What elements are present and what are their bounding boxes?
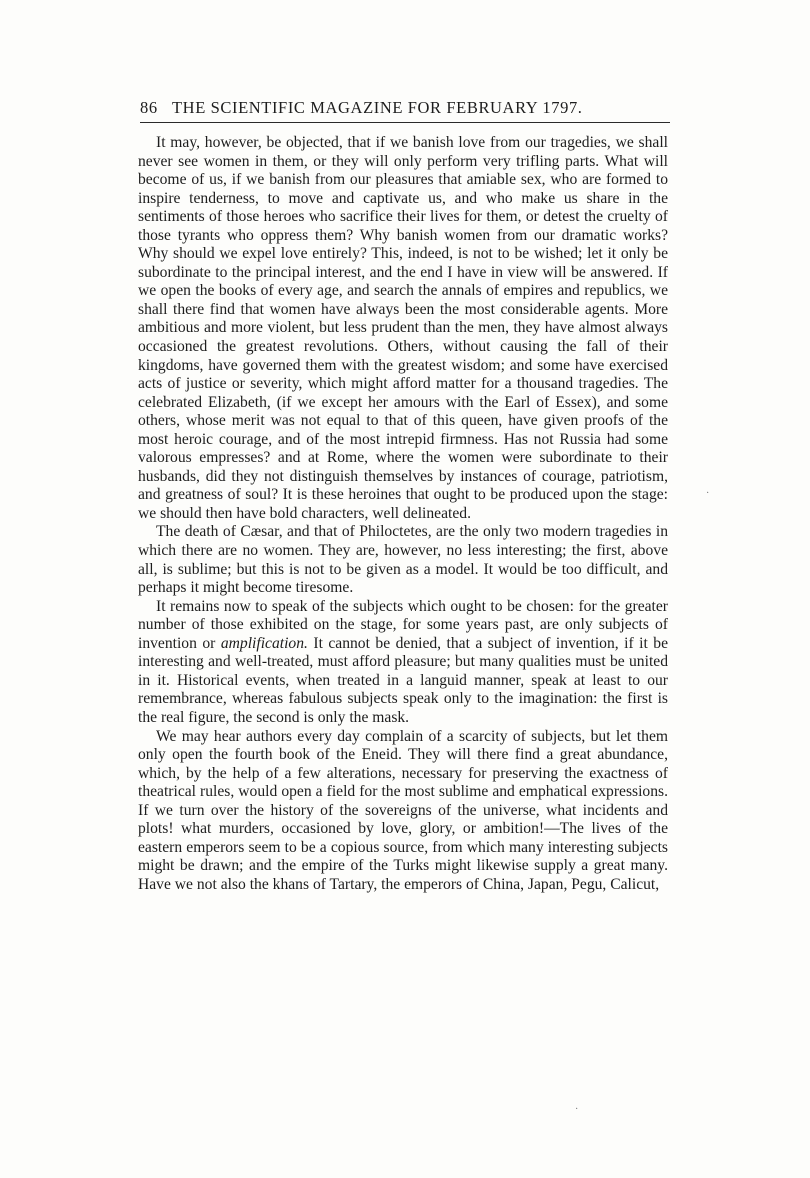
paragraph-love-in-tragedy: It may, however, be objected, that if we banish love from our tragedies, we shall never see women in them, or they will only perform very trifling parts. What will become of us, if we banish from our pleasures that amiable sex, who are formed to inspire tenderness, to move and captivate us, and who make us share in the sentiments of those heroes who sacrifice their lives for them, or detest the cruelty of those tyrants who oppress them? Why banish women from our dramatic works? Why should we expel love entirely? This, indeed, is not to be wished; let it only be subordinate to the principal interest, and the end I have in view will be answered. If we open the books of every age, and search the annals of empires and republics, we shall there find that women have always been the most considerable agents. More ambitious and more violent, but less prudent than the men, they have almost always occasioned the greatest revolutions. Others, without causing the fall of their kingdoms, have governed them with the greatest wisdom; and some have exercised acts of justice or severity, which might afford matter for a thousand tragedies. The celebrated Elizabeth, (if we except her amours with the Earl of Essex), and some others, whose merit was not equal to that of this queen, have given proofs of the most heroic courage, and of the most intrepid firmness. Has not Russia had some valorous empresses? and at Rome, where the women were subordinate to their husbands, did they not distinguish themselves by instances of courage, patriotism, and greatness of soul? It is these heroines that ought to be produced upon the stage: we should then have bold characters, well delineated. bbox=[138, 134, 668, 522]
article-body bbox=[138, 134, 668, 894]
print-speck: · bbox=[575, 1104, 579, 1115]
running-title: THE SCIENTIFIC MAGAZINE FOR FEBRUARY 1797. bbox=[172, 98, 583, 117]
paragraph-scarcity-of-subjects: We may hear authors every day complain of a scarcity of subjects, but let them only open the fourth book of the Eneid. They will there find a great abundance, which, by the help of a few alterations, necessary for preserving the exactness of theatrical rules, would open a field for the most sublime and emphatical expressions. If we turn over the history of the sovereigns of the universe, what incidents and plots! what murders, occasioned by love, glory, or ambition!—The lives of the eastern emperors seem to be a copious source, from which many interesting subjects might be drawn; and the empire of the Turks might likewise supply a great many. Have we not also the khans of Tartary, the emperors of China, Japan, Pegu, Calicut, bbox=[138, 727, 668, 893]
paragraph-caesar-philoctetes: The death of Cæsar, and that of Philoctetes, are the only two modern tragedies in which there are no women. They are, however, no less interesting; the first, above all, is sublime; but this is not to be given as a model. It would be too difficult, and perhaps it might become tiresome. bbox=[138, 523, 668, 597]
print-speck: · bbox=[706, 488, 710, 499]
paragraph-text: It cannot be denied, that a subject of invention, if it be interesting and well-treated, must afford pleasure; but many qualities must be united in it. Historical events, when treated in a languid manner, speak at least to our remembrance, whereas fabulous subjects speak only to the imagination: the first is the real figure, the second is only the mask. bbox=[138, 634, 668, 726]
header-rule bbox=[140, 122, 670, 123]
paragraph-choice-of-subjects bbox=[138, 598, 668, 728]
page-number: 86 bbox=[140, 98, 158, 117]
emphasized-word: amplification. bbox=[220, 634, 308, 652]
page-header bbox=[140, 98, 670, 120]
paragraph-text: It remains now to speak of the subjects which ought to be chosen: for the greater number of those exhibited on the stage, for some years past, are only subjects of invention or bbox=[138, 597, 668, 652]
